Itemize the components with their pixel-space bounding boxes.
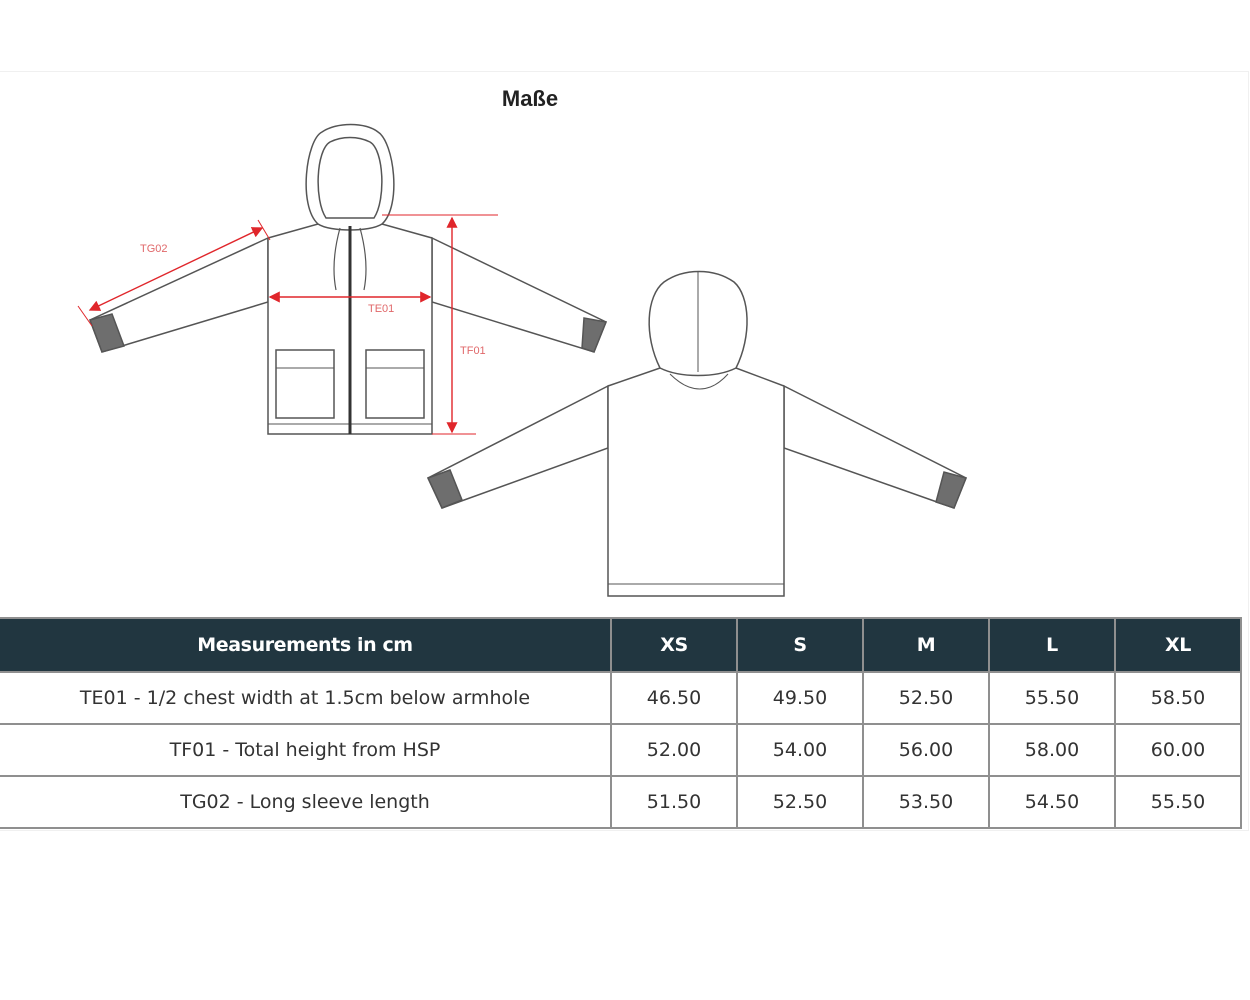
cell-value: 54.00 <box>737 724 863 776</box>
cell-value: 46.50 <box>611 672 737 724</box>
table-row <box>0 776 1241 828</box>
row-label: TG02 - Long sleeve length <box>0 776 611 828</box>
cell-value: 60.00 <box>1115 724 1241 776</box>
table-row <box>0 672 1241 724</box>
cell-value: 58.50 <box>1115 672 1241 724</box>
te01-label: TE01 <box>368 303 395 315</box>
table-header-row <box>0 618 1241 672</box>
jacket-diagram <box>0 110 1000 610</box>
header-size-xl: XL <box>1115 618 1241 672</box>
tg02-label: TG02 <box>140 243 168 255</box>
header-size-xs: XS <box>611 618 737 672</box>
table-row <box>0 724 1241 776</box>
page-title: Maße <box>501 86 559 111</box>
header-measurements: Measurements in cm <box>0 618 611 672</box>
cell-value: 52.00 <box>611 724 737 776</box>
cell-value: 52.50 <box>737 776 863 828</box>
cell-value: 53.50 <box>863 776 989 828</box>
cell-value: 54.50 <box>989 776 1115 828</box>
cell-value: 49.50 <box>737 672 863 724</box>
row-label: TE01 - 1/2 chest width at 1.5cm below armhole <box>0 672 611 724</box>
cell-value: 52.50 <box>863 672 989 724</box>
measurements-table <box>0 617 1242 829</box>
cell-value: 51.50 <box>611 776 737 828</box>
cell-value: 55.50 <box>1115 776 1241 828</box>
header-size-m: M <box>863 618 989 672</box>
header-size-l: L <box>989 618 1115 672</box>
jacket-front-drawing <box>90 125 606 435</box>
cell-value: 55.50 <box>989 672 1115 724</box>
row-label: TF01 - Total height from HSP <box>0 724 611 776</box>
cell-value: 58.00 <box>989 724 1115 776</box>
cell-value: 56.00 <box>863 724 989 776</box>
header-size-s: S <box>737 618 863 672</box>
tf01-label: TF01 <box>460 345 486 357</box>
